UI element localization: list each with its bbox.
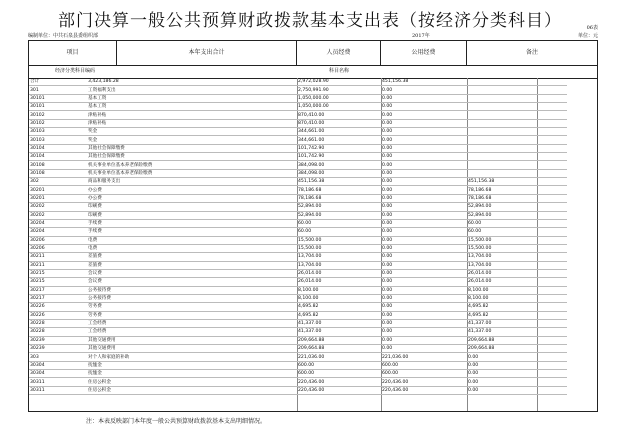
- row-code: 合计: [29, 78, 87, 86]
- row-total: [537, 336, 567, 344]
- row-total: [537, 319, 567, 327]
- table-row: [29, 194, 567, 202]
- table-row: [29, 186, 567, 194]
- table-row: [29, 269, 567, 277]
- table-row: [29, 203, 567, 211]
- row-total: [537, 144, 567, 152]
- row-total: [537, 236, 567, 244]
- row-code: 30239: [29, 336, 87, 344]
- row-code: 30215: [29, 269, 87, 277]
- row-code: 30239: [29, 345, 87, 353]
- table-row: [29, 303, 567, 311]
- table-row: [29, 345, 567, 353]
- table-row: [29, 103, 567, 111]
- row-public-detail: 41,337.00: [467, 319, 537, 327]
- row-total: [537, 111, 567, 119]
- row-public: 0.00: [381, 278, 467, 286]
- row-name: 会议费: [87, 269, 297, 277]
- row-name: [537, 78, 567, 86]
- col-public-header: 公用经费: [381, 41, 467, 65]
- row-public-detail: 0.00: [467, 361, 537, 369]
- row-code: 30217: [29, 294, 87, 302]
- row-public: 0.00: [381, 244, 467, 252]
- row-personnel: 52,894.00: [297, 211, 381, 219]
- row-name: 工资福利支出: [87, 86, 297, 94]
- row-personnel: 451,156.38: [297, 178, 381, 186]
- row-code: 30102: [29, 119, 87, 127]
- table-row: [29, 286, 567, 294]
- row-name: 奖金: [87, 136, 297, 144]
- row-public-detail: 0.00: [467, 353, 537, 361]
- table-row: [29, 169, 567, 177]
- row-name: 抚恤金: [87, 370, 297, 378]
- table-row: [29, 153, 567, 161]
- row-public-detail: 8,100.00: [467, 286, 537, 294]
- row-personnel: 15,500.00: [297, 236, 381, 244]
- table-row: [29, 119, 567, 127]
- row-total: [537, 194, 567, 202]
- row-total: [537, 370, 567, 378]
- expenditure-table: [28, 40, 598, 412]
- table-row: [29, 386, 567, 394]
- row-public-detail: [467, 153, 537, 161]
- row-code: 30204: [29, 228, 87, 236]
- row-name: 基本工资: [87, 103, 297, 111]
- row-public: 0.00: [381, 319, 467, 327]
- table-row: [29, 78, 567, 86]
- row-public: 0.00: [381, 103, 467, 111]
- row-code: 30304: [29, 361, 87, 369]
- row-name: 津贴补贴: [87, 111, 297, 119]
- row-name: 工会经费: [87, 328, 297, 336]
- row-total: [537, 169, 567, 177]
- row-total: [537, 94, 567, 102]
- row-public: 0.00: [381, 286, 467, 294]
- table-row: [29, 311, 567, 319]
- row-code: 30201: [29, 194, 87, 202]
- table-row: [29, 236, 567, 244]
- table-row: [29, 361, 567, 369]
- row-public: 451,156.38: [381, 78, 467, 86]
- row-total: [537, 103, 567, 111]
- row-total: [537, 203, 567, 211]
- row-code: 30104: [29, 153, 87, 161]
- row-personnel: 41,337.00: [297, 319, 381, 327]
- row-personnel: 600.00: [297, 361, 381, 369]
- row-total: [537, 161, 567, 169]
- row-total: [537, 186, 567, 194]
- row-name: 基本工资: [87, 94, 297, 102]
- row-total: [537, 345, 567, 353]
- row-public: 0.00: [381, 203, 467, 211]
- row-public: 0.00: [381, 119, 467, 127]
- row-personnel: 15,500.00: [297, 244, 381, 252]
- row-personnel: 384,098.00: [297, 161, 381, 169]
- row-code: 30206: [29, 236, 87, 244]
- table-row: [29, 261, 567, 269]
- row-code: 30226: [29, 303, 87, 311]
- row-personnel: 2,972,028.90: [297, 78, 381, 86]
- row-personnel: 870,410.00: [297, 111, 381, 119]
- row-name: 公务接待费: [87, 294, 297, 302]
- row-personnel: 4,695.82: [297, 303, 381, 311]
- row-code: 30108: [29, 169, 87, 177]
- row-total: [537, 244, 567, 252]
- row-public: 0.00: [381, 194, 467, 202]
- row-name: 商品和服务支出: [87, 178, 297, 186]
- row-public: 0.00: [381, 228, 467, 236]
- row-total: [537, 153, 567, 161]
- row-total: [537, 311, 567, 319]
- table-header: [29, 41, 597, 66]
- sub-header: [29, 65, 597, 79]
- row-public: 0.00: [381, 294, 467, 302]
- row-personnel: 13,704.00: [297, 253, 381, 261]
- row-public-detail: 15,500.00: [467, 236, 537, 244]
- table-row: [29, 336, 567, 344]
- row-public-detail: 0.00: [467, 378, 537, 386]
- row-public-detail: [467, 144, 537, 152]
- row-personnel: 220,436.00: [297, 386, 381, 394]
- row-public: 0.00: [381, 128, 467, 136]
- row-public-detail: 78,186.68: [467, 194, 537, 202]
- row-public: 0.00: [381, 336, 467, 344]
- row-public-detail: 209,664.88: [467, 345, 537, 353]
- row-public-detail: 26,014.00: [467, 278, 537, 286]
- row-public-detail: [467, 78, 537, 86]
- row-public: 221,036.00: [381, 353, 467, 361]
- row-personnel: 101,742.90: [297, 153, 381, 161]
- report-title: 部门决算一般公共预算财政拨款基本支出表（按经济分类科目）: [58, 11, 562, 31]
- table-row: [29, 211, 567, 219]
- row-public: 0.00: [381, 144, 467, 152]
- row-personnel: 8,100.00: [297, 286, 381, 294]
- table-row: [29, 378, 567, 386]
- table-row: [29, 328, 567, 336]
- row-public-detail: [467, 103, 537, 111]
- row-public-detail: 41,337.00: [467, 328, 537, 336]
- row-name: 电费: [87, 236, 297, 244]
- row-name: 办公费: [87, 186, 297, 194]
- row-name: 住房公积金: [87, 386, 297, 394]
- row-public: 0.00: [381, 236, 467, 244]
- row-personnel: 101,742.90: [297, 144, 381, 152]
- table-row: [29, 294, 567, 302]
- row-code: 30211: [29, 261, 87, 269]
- table-row: [29, 319, 567, 327]
- row-total: [537, 86, 567, 94]
- table-row: [29, 253, 567, 261]
- table-row: [29, 228, 567, 236]
- row-name: 印刷费: [87, 211, 297, 219]
- col-remark-header: 备注: [525, 49, 538, 56]
- report-year: 2017年: [412, 33, 430, 39]
- row-public-detail: 4,695.82: [467, 303, 537, 311]
- row-name: 公务接待费: [87, 286, 297, 294]
- table-row: [29, 244, 567, 252]
- row-name: 差旅费: [87, 261, 297, 269]
- row-personnel: 209,664.88: [297, 345, 381, 353]
- row-public: 0.00: [381, 169, 467, 177]
- row-name: 津贴补贴: [87, 119, 297, 127]
- row-name: 电费: [87, 244, 297, 252]
- table-row: [29, 161, 567, 169]
- code-subheader: 经济分类科目编码: [55, 68, 96, 74]
- row-total: [537, 228, 567, 236]
- row-public-detail: 209,664.88: [467, 336, 537, 344]
- row-name: 住房公积金: [87, 378, 297, 386]
- row-public: 0.00: [381, 261, 467, 269]
- row-public-detail: 15,500.00: [467, 244, 537, 252]
- row-public: 0.00: [381, 219, 467, 227]
- currency-unit: 单位：元: [577, 33, 598, 39]
- row-total: [537, 328, 567, 336]
- row-public: 0.00: [381, 178, 467, 186]
- row-personnel: 344,661.00: [297, 128, 381, 136]
- table-row: [29, 178, 567, 186]
- row-total: [537, 386, 567, 394]
- row-personnel: 52,894.00: [297, 203, 381, 211]
- row-public-detail: [467, 86, 537, 94]
- row-personnel: 600.00: [297, 370, 381, 378]
- row-public-detail: 60.00: [467, 228, 537, 236]
- row-total: [537, 294, 567, 302]
- row-total: [537, 378, 567, 386]
- row-personnel: 8,100.00: [297, 294, 381, 302]
- row-code: 30202: [29, 203, 87, 211]
- row-personnel: 870,410.00: [297, 119, 381, 127]
- row-name: 其他社会保障缴费: [87, 153, 297, 161]
- row-public: 600.00: [381, 370, 467, 378]
- row-public: 0.00: [381, 186, 467, 194]
- row-public-detail: 4,695.82: [467, 311, 537, 319]
- row-public-detail: [467, 161, 537, 169]
- row-code: 30201: [29, 186, 87, 194]
- table-row: [29, 353, 567, 361]
- row-personnel: 4,695.82: [297, 311, 381, 319]
- row-code: 30104: [29, 144, 87, 152]
- row-name: 奖金: [87, 128, 297, 136]
- row-personnel: 221,036.00: [297, 353, 381, 361]
- row-personnel: 41,337.00: [297, 328, 381, 336]
- table-row: [29, 94, 567, 102]
- row-personnel: 60.00: [297, 219, 381, 227]
- row-total: [537, 128, 567, 136]
- row-total: [537, 219, 567, 227]
- row-code: 30304: [29, 370, 87, 378]
- row-total: 3,423,186.28: [87, 78, 297, 86]
- table-row: [29, 128, 567, 136]
- row-public: 0.00: [381, 136, 467, 144]
- row-code: 30204: [29, 219, 87, 227]
- row-personnel: 384,098.00: [297, 169, 381, 177]
- row-code: 30228: [29, 328, 87, 336]
- row-name: 会议费: [87, 278, 297, 286]
- row-public: 0.00: [381, 253, 467, 261]
- row-code: 30103: [29, 128, 87, 136]
- row-name: 劳务费: [87, 311, 297, 319]
- row-code: 30206: [29, 244, 87, 252]
- row-total: [537, 136, 567, 144]
- row-name: 手续费: [87, 228, 297, 236]
- row-personnel: 2,750,991.90: [297, 86, 381, 94]
- table-row: [29, 144, 567, 152]
- row-total: [537, 253, 567, 261]
- row-name: 印刷费: [87, 203, 297, 211]
- row-personnel: 1,050,000.00: [297, 94, 381, 102]
- row-total: [537, 269, 567, 277]
- row-public-detail: [467, 111, 537, 119]
- row-personnel: 1,050,000.00: [297, 103, 381, 111]
- row-code: 30103: [29, 136, 87, 144]
- row-name: 手续费: [87, 219, 297, 227]
- row-public: 0.00: [381, 311, 467, 319]
- row-public: 0.00: [381, 211, 467, 219]
- row-public: 0.00: [381, 345, 467, 353]
- row-public: 220,436.00: [381, 378, 467, 386]
- row-personnel: 26,014.00: [297, 269, 381, 277]
- row-name: 差旅费: [87, 253, 297, 261]
- row-personnel: 78,186.68: [297, 186, 381, 194]
- row-personnel: 220,436.00: [297, 378, 381, 386]
- row-total: [537, 278, 567, 286]
- row-code: 30108: [29, 161, 87, 169]
- row-code: 303: [29, 353, 87, 361]
- row-code: 30311: [29, 386, 87, 394]
- row-public-detail: [467, 169, 537, 177]
- row-public-detail: 0.00: [467, 386, 537, 394]
- table-row: [29, 136, 567, 144]
- row-public-detail: [467, 128, 537, 136]
- row-name: 抚恤金: [87, 361, 297, 369]
- row-personnel: 26,014.00: [297, 278, 381, 286]
- row-public-detail: [467, 136, 537, 144]
- row-total: [537, 178, 567, 186]
- row-total: [537, 119, 567, 127]
- row-name: 工会经费: [87, 319, 297, 327]
- row-personnel: 13,704.00: [297, 261, 381, 269]
- row-personnel: 344,661.00: [297, 136, 381, 144]
- row-public-detail: 13,704.00: [467, 261, 537, 269]
- row-public: 0.00: [381, 303, 467, 311]
- row-code: 30102: [29, 111, 87, 119]
- row-public-detail: 52,894.00: [467, 203, 537, 211]
- row-public-detail: 451,156.38: [467, 178, 537, 186]
- row-total: [537, 361, 567, 369]
- row-code: 30101: [29, 103, 87, 111]
- row-public-detail: 52,894.00: [467, 211, 537, 219]
- row-total: [537, 211, 567, 219]
- row-personnel: 209,664.88: [297, 336, 381, 344]
- table-row: [29, 111, 567, 119]
- table-row: [29, 370, 567, 378]
- row-code: 30215: [29, 278, 87, 286]
- row-public: 0.00: [381, 269, 467, 277]
- row-name: 对个人和家庭的补助: [87, 353, 297, 361]
- row-total: [537, 353, 567, 361]
- row-public: 0.00: [381, 86, 467, 94]
- row-public: 220,436.00: [381, 386, 467, 394]
- row-name: 其他交通费用: [87, 336, 297, 344]
- detail-rows: [29, 78, 567, 395]
- row-public-detail: 60.00: [467, 219, 537, 227]
- row-public-detail: 8,100.00: [467, 294, 537, 302]
- row-name: 劳务费: [87, 303, 297, 311]
- row-code: 30311: [29, 378, 87, 386]
- row-personnel: 78,186.68: [297, 194, 381, 202]
- row-public: 0.00: [381, 153, 467, 161]
- table-row: [29, 278, 567, 286]
- row-code: 30226: [29, 311, 87, 319]
- row-public-detail: [467, 119, 537, 127]
- row-total: [537, 261, 567, 269]
- row-public-detail: 0.00: [467, 370, 537, 378]
- col-item-header: 项目: [29, 41, 117, 65]
- name-subheader: 科目名称: [329, 68, 350, 74]
- row-public-detail: 26,014.00: [467, 269, 537, 277]
- row-public-detail: [467, 94, 537, 102]
- col-personnel-header: 人员经费: [297, 41, 381, 65]
- row-code: 30228: [29, 319, 87, 327]
- row-code: 30202: [29, 211, 87, 219]
- row-code: 30101: [29, 94, 87, 102]
- row-name: 机关事业单位基本养老保险缴费: [87, 161, 297, 169]
- row-code: 30217: [29, 286, 87, 294]
- table-row: [29, 86, 567, 94]
- row-code: 302: [29, 178, 87, 186]
- row-public: 600.00: [381, 361, 467, 369]
- row-public-detail: 13,704.00: [467, 253, 537, 261]
- row-public-detail: 78,186.68: [467, 186, 537, 194]
- table-row: [29, 219, 567, 227]
- footnote: 注：本表反映部门本年度一般公共预算财政拨款基本支出明细情况。: [86, 418, 267, 425]
- reporting-unit: 编制单位：中共石泉县委组织部: [28, 33, 99, 39]
- row-public: 0.00: [381, 111, 467, 119]
- row-code: 30211: [29, 253, 87, 261]
- row-public: 0.00: [381, 328, 467, 336]
- table-number: 06表: [586, 25, 598, 31]
- row-personnel: 60.00: [297, 228, 381, 236]
- row-name: 机关事业单位基本养老保险缴费: [87, 169, 297, 177]
- row-name: 其他社会保障缴费: [87, 144, 297, 152]
- row-public: 0.00: [381, 161, 467, 169]
- row-name: 其他交通费用: [87, 345, 297, 353]
- row-public: 0.00: [381, 94, 467, 102]
- row-total: [537, 303, 567, 311]
- row-code: 301: [29, 86, 87, 94]
- row-name: 办公费: [87, 194, 297, 202]
- col-total-header: 本年支出合计: [117, 41, 297, 65]
- row-total: [537, 286, 567, 294]
